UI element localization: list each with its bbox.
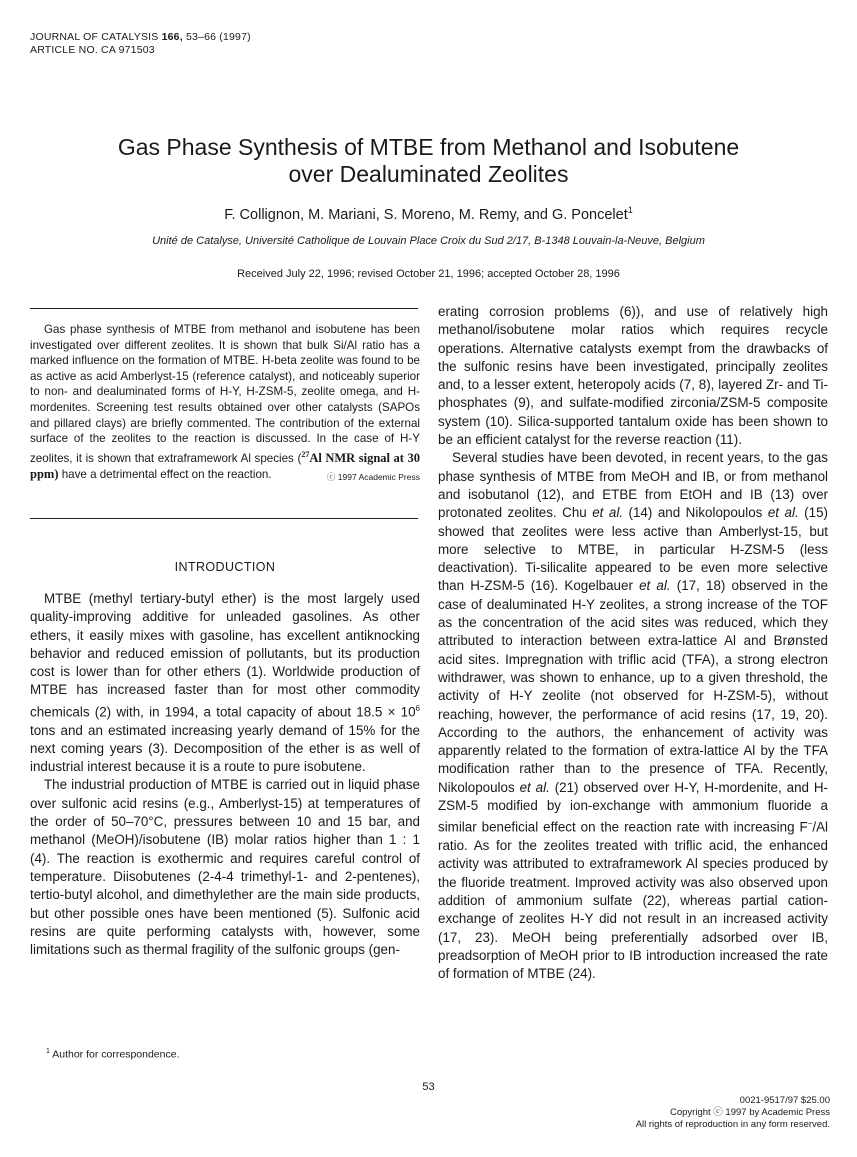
footer-copyright: Copyright ⓒ 1997 by Academic Press [670,1107,830,1118]
abstract [30,322,420,485]
right-p2-sup: − [807,819,813,829]
title-line-2: over Dealuminated Zeolites [288,161,569,187]
et-al-1: et al. [592,505,624,521]
footnote [46,1048,180,1061]
footnote-text: Author for correspondence. [49,1048,180,1061]
right-p2-e: (21) observed over H-Y, H-mordenite, and H-ZSM-5 modified by ion-exchange with ammonium fluoride a similar beneficial effect on the reaction rate with increasing F [438,779,828,835]
right-p1-text: erating corrosion problems (6)), and use of relatively high methanol/isobutene molar ratios which requires recycle operations. Alternative catalysts exempt from the drawbacks of the sulfonic resins have been investigated, principally zeolites and, to a lesser extent, heteropoly acids (7, 8), layered Zr- and Ti-phosphates (9), and sulfate-modified zirconia/ZSM-5 composite system (10). Silica-supported tantalum oxide has been shown to be an efficient catalyst for the reverse reaction (11). [438,304,828,448]
author-list [40,205,817,223]
footnote-mark: 1 [46,1048,50,1055]
paper-title [40,134,817,188]
et-al-4: et al. [519,779,550,795]
et-al-2: et al. [767,505,799,521]
journal-volume: 166, [161,31,183,43]
abstract-paragraph [30,322,420,482]
right-paragraph-2 [438,449,828,983]
right-p2-b: (14) and Nikolopoulos [623,505,768,521]
abstract-bold-sup: 27 [301,449,310,459]
abstract-text-end: have a detrimental effect on the reaction. [58,467,272,481]
intro-p1-text: MTBE (methyl tertiary-butyl ether) is the most largely used quality-improving additive for unleaded gasolines. As other ethers, it easily mixes with gasoline, has excellent antiknocking behavior and reduced emission of pollutants, but its production cost is lower than for other ethers (1). Worldwide production of MTBE has increased faster than for most other commodity chemicals (2) with, in 1994, a total capacity of about 18.5 × 10 [30,591,420,720]
article-number: ARTICLE NO. CA 971503 [30,44,155,56]
affiliation: Unité de Catalyse, Université Catholique de Louvain Place Croix du Sud 2/17, B-1348 Louvain-la-Neuve, Belgium [152,235,705,247]
abstract-bottom-rule [30,518,418,519]
page-footer [636,1095,830,1131]
right-column [438,303,828,983]
journal-pages: 53–66 (1997) [185,31,251,43]
et-al-3: et al. [639,578,671,594]
footer-rights: All rights of reproduction in any form reserved. [635,1119,830,1130]
intro-p1-end: tons and an estimated increasing yearly demand of 15% for the next coming years (3). Decomposition of the ether is as well of industrial interest because it is a route to pure isobutene. [30,722,420,775]
footer-issn: 0021-9517/97 $25.00 [739,1095,830,1106]
abstract-copyright: ⓒ 1997 Academic Press [326,471,420,482]
section-heading-introduction: INTRODUCTION [174,560,276,574]
left-column [30,590,420,959]
page-number: 53 [422,1081,435,1093]
title-line-1: Gas Phase Synthesis of MTBE from Methanol and Isobutene [117,134,740,160]
abstract-text: Gas phase synthesis of MTBE from methanol and isobutene has been investigated over different zeolites. It is shown that bulk Si/Al ratio has a marked influence on the formation of MTBE. H-beta zeolite was found to be as active as acid Amberlyst-15 (reference catalyst), and noticeably superior to non- and dealuminated forms of H-Y, H-ZSM-5, zeolite omega, and H-mordenites. Screening test results obtained over other catalysts (SAPOs and pillared clays) are briefly commented. The contribution of the external surface of the zeolites to the reaction is discussed. In the case of H-Y zeolites, it is shown that extraframework Al species ( [30,323,420,465]
right-p2-c: (15) showed that zeolites were less active than Amberlyst-15, but more selective to MTBE, in particular H-ZSM-5 (less deactivation). Ti-silicalite appeared to be even more selective than H-ZSM-5 (16). Kogelbauer [438,505,828,594]
right-p2-f: /Al ratio. As for the zeolites treated with triflic acid, the enhanced activity was attributed to extraframework Al species produced by the fluoride treatment. Improved activity was also observed upon addition of ammonium sulfate (22), whereas partial cation-exchange of zeolites H-Y did not result in an increased activity (17, 23). MeOH being preferentially adsorbed over IB, preadsorption of MeOH prior to IB introduction increased the rate of formation of MTBE (24). [438,819,828,982]
author-footnote-mark: 1 [627,205,633,215]
right-p2-d: (17, 18) observed in the case of dealuminated H-Y zeolites, a strong increase of the TOF as the concentration of the acid sites was reduced, which they attributed to interaction between extra-lattice Al and Brønsted acid sites. Impregnation with triflic acid (TFA), a strong electron withdrawer, was shown to enhance, up to a given threshold, the activity of H-Y zeolite (not observed for H-ZSM-5), without reaching, however, the performance of acid resins (17, 19, 20). According to the authors, the enhancement of activity was apparently related to the formation of extra-lattice Al by the TFA modification rather than to the presence of TFA. Recently, Nikolopoulos [438,578,828,795]
journal-name: JOURNAL OF CATALYSIS [30,31,159,43]
journal-citation [30,31,251,44]
journal-header [30,31,251,57]
right-p2-a: Several studies have been devoted, in recent years, to the gas phase synthesis of MTBE from MeOH and IB, or from methanol and isobutanol (12), and ETBE from EtOH and IB (13) over protonated zeolites. Chu [438,450,828,521]
intro-paragraph-2 [30,776,420,959]
abstract-top-rule [30,308,418,309]
intro-p2-text: The industrial production of MTBE is carried out in liquid phase over sulfonic acid resins (e.g., Amberlyst-15) at temperatures of the order of 50–70°C, pressures between 10 and 15 bar, and methanol (MeOH)/isobutene (IB) molar ratios higher than 1 : 1 (4). The reaction is exothermic and requires careful control of temperature. Diisobutenes (2-4-4 trimethyl-1- and 2-pentenes), tertio-butyl alcohol, and dimethylether are the main side products, but other possible ones have been mentioned (5). Sulfonic acid resins are quite performing catalysts with, however, some limitations such as thermal fragility of the sulfonic groups (gen- [30,777,420,958]
authors-text: F. Collignon, M. Mariani, S. Moreno, M. Remy, and G. Poncelet [224,206,628,223]
intro-p1-sup: 6 [415,703,420,713]
received-dates: Received July 22, 1996; revised October 21, 1996; accepted October 28, 1996 [237,268,620,280]
abstract-bold-text: Al NMR signal at 30 ppm) [30,450,420,481]
right-paragraph-1 [438,303,828,449]
intro-paragraph-1 [30,590,420,776]
